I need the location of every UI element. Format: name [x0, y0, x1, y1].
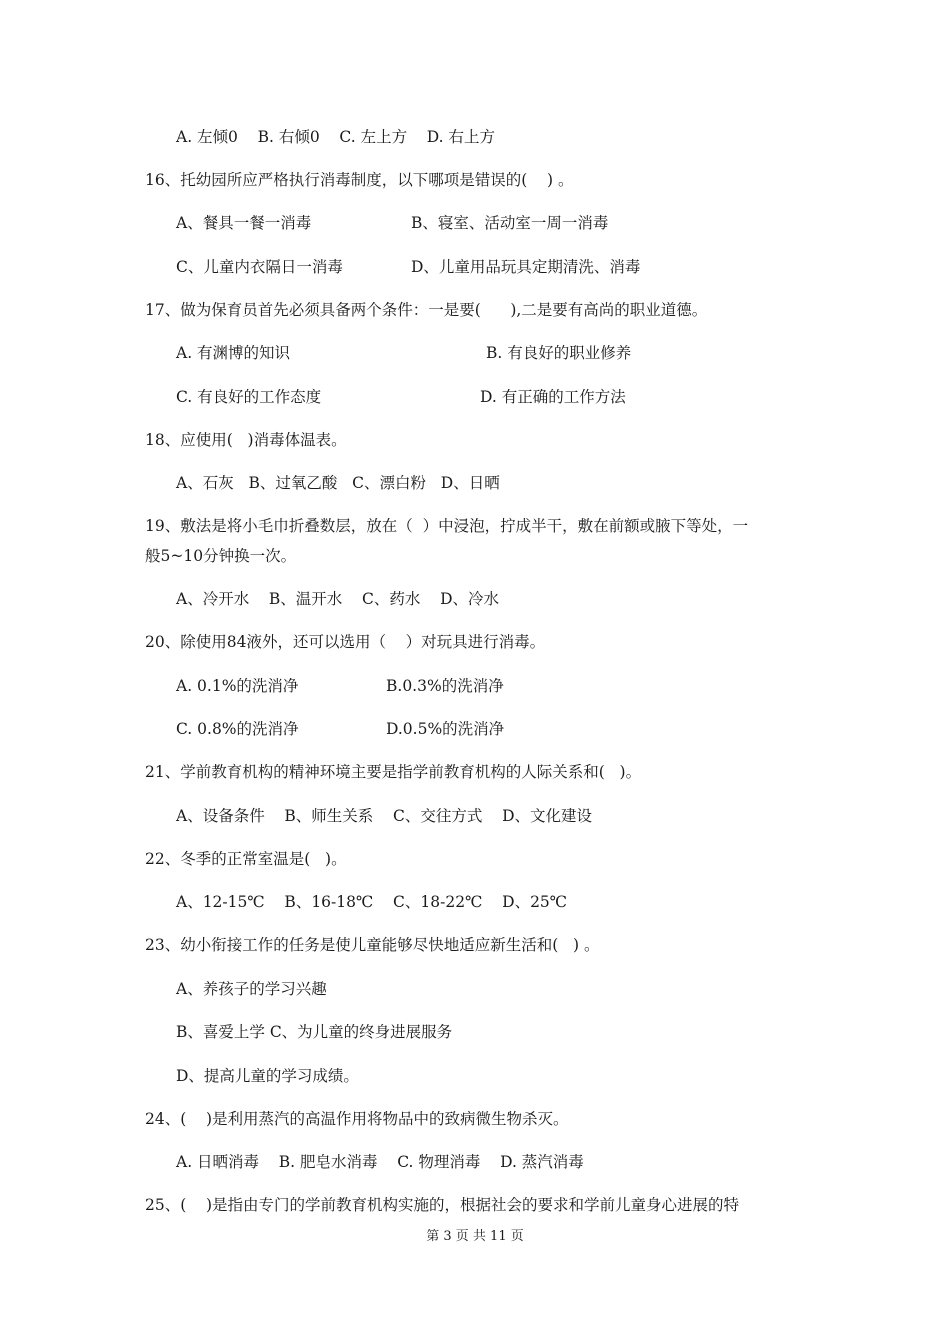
q17-option-c: C. 有良好的工作态度 — [176, 388, 322, 406]
q23-option-d: D、提高儿童的学习成绩。 — [176, 1067, 359, 1085]
q25-question: 25、( )是指由专门的学前教育机构实施的，根据社会的要求和学前儿童身心进展的特 — [145, 1196, 740, 1214]
q20-option-b: B.0.3%的洗消净 — [386, 677, 504, 695]
q19-question-line2: 般5~10分钟换一次。 — [145, 547, 297, 565]
q16-option-c: C、儿童内衣隔日一消毒 — [176, 258, 343, 276]
q21-question: 21、学前教育机构的精神环境主要是指学前教育机构的人际关系和( )。 — [145, 763, 642, 781]
q19-question-line1: 19、敷法是将小毛巾折叠数层，放在（ ）中浸泡，拧成半干，敷在前额或腋下等处，一 — [145, 517, 749, 535]
q17-option-d: D. 有正确的工作方法 — [480, 388, 626, 406]
q22-options: A、12-15℃ B、16-18℃ C、18-22℃ D、25℃ — [176, 893, 568, 911]
q24-options: A. 日晒消毒 B. 肥皂水消毒 C. 物理消毒 D. 蒸汽消毒 — [176, 1153, 584, 1171]
q17-option-b: B. 有良好的职业修养 — [486, 344, 632, 362]
q18-options: A、石灰 B、过氧乙酸 C、漂白粉 D、日晒 — [176, 474, 500, 492]
q17-option-a: A. 有渊博的知识 — [176, 344, 291, 362]
page-number-footer: 第 3 页 共 11 页 — [426, 1229, 524, 1244]
q19-options: A、冷开水 B、温开水 C、药水 D、冷水 — [176, 590, 499, 608]
q21-options: A、设备条件 B、师生关系 C、交往方式 D、文化建设 — [176, 807, 592, 825]
q16-question: 16、托幼园所应严格执行消毒制度，以下哪项是错误的( ) 。 — [145, 171, 574, 189]
q23-option-a: A、养孩子的学习兴趣 — [176, 980, 327, 998]
q20-option-c: C. 0.8%的洗消净 — [176, 720, 299, 738]
q16-option-a: A、餐具一餐一消毒 — [176, 214, 312, 232]
q23-question: 23、幼小衔接工作的任务是使儿童能够尽快地适应新生活和( ) 。 — [145, 936, 600, 954]
q24-question: 24、( )是利用蒸汽的高温作用将物品中的致病微生物杀灭。 — [145, 1110, 569, 1128]
q16-option-b: B、寝室、活动室一周一消毒 — [411, 214, 609, 232]
q20-option-a: A. 0.1%的洗消净 — [176, 677, 299, 695]
q22-question: 22、冬季的正常室温是( )。 — [145, 850, 347, 868]
q20-option-d: D.0.5%的洗消净 — [386, 720, 505, 738]
q23-option-bc: B、喜爱上学 C、为儿童的终身进展服务 — [176, 1023, 453, 1041]
q15-options: A. 左倾0 B. 右倾0 C. 左上方 D. 右上方 — [176, 128, 496, 146]
q18-question: 18、应使用( )消毒体温表。 — [145, 431, 347, 449]
q20-question: 20、除使用84液外，还可以选用（ ）对玩具进行消毒。 — [145, 633, 546, 651]
q17-question: 17、做为保育员首先必须具备两个条件：一是要( ),二是要有高尚的职业道德。 — [145, 301, 708, 319]
q16-option-d: D、儿童用品玩具定期清洗、消毒 — [411, 258, 641, 276]
